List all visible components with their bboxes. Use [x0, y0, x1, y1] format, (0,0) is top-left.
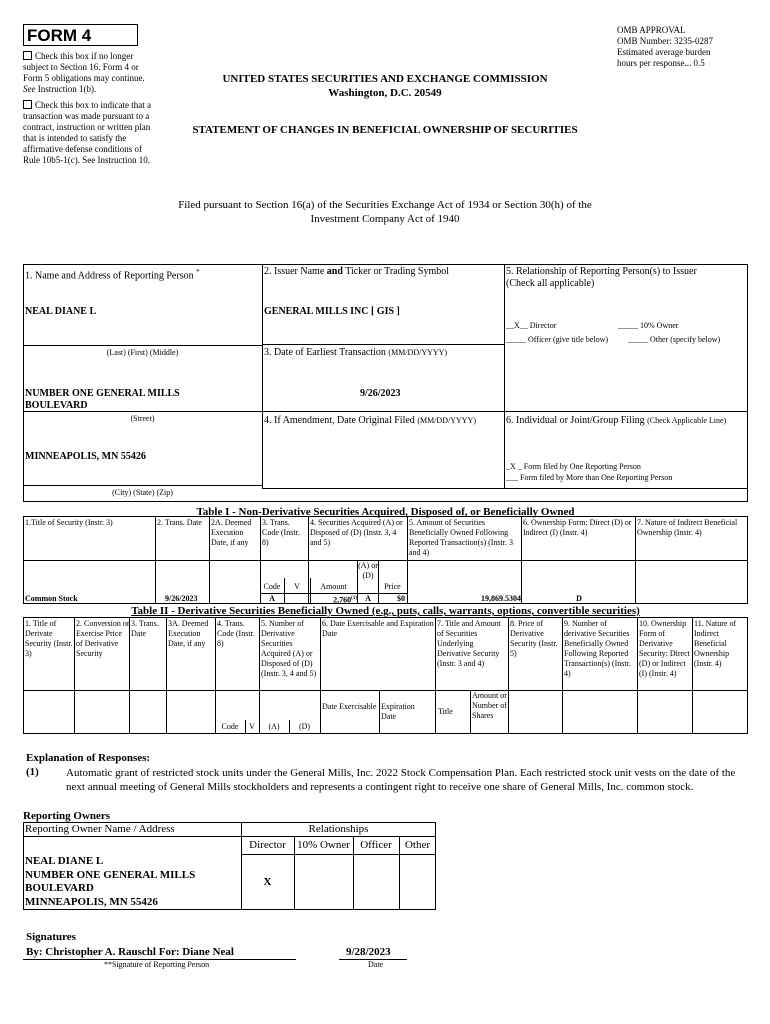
t2-h5: 5. Number of Derivative Securities Acquired (A) or Disposed of (D) (Instr. 3, 4 and 5) — [261, 619, 317, 678]
t1-h3: 3. Trans. Code (Instr. 8) — [262, 518, 300, 547]
box1-label: 1. Name and Address of Reporting Person * — [25, 268, 200, 282]
box2-label: 2. Issuer Name and Ticker or Trading Symbol — [264, 266, 450, 277]
t1-row-form: D — [576, 594, 582, 603]
agency-name: UNITED STATES SECURITIES AND EXCHANGE COMMISSION — [222, 73, 548, 85]
reporting-owners-title: Reporting Owners — [23, 810, 111, 822]
t1-sub-a-or-d: (A) or (D) — [358, 561, 378, 580]
earliest-transaction-date: 9/26/2023 — [360, 388, 401, 399]
t2-h4: 4. Trans. Code (Instr. 8) — [217, 619, 255, 648]
box4-label: 4. If Amendment, Date Original Filed (MM/DD/YYYY) — [264, 415, 476, 426]
city-sublabel: (City) (State) (Zip) — [112, 488, 173, 497]
t1-h2a: 2A. Deemed Execution Date, if any — [211, 518, 252, 547]
signature-by: By: Christopher A. Rauschl For: Diane Neal — [26, 946, 234, 958]
filed-pursuant-2: Investment Company Act of 1940 — [310, 213, 460, 225]
owner-name-address: NEAL DIANE L NUMBER ONE GENERAL MILLS BOULEVARD MINNEAPOLIS, MN 55426 — [25, 855, 196, 908]
filed-pursuant-1: Filed pursuant to Section 16(a) of the Securities Exchange Act of 1934 or Section 30(h) of the — [178, 199, 592, 211]
owner-director-mark: X — [263, 876, 272, 888]
t1-row-code: A — [269, 594, 275, 603]
t2-h7: 7. Title and Amount of Securities Underlying Derivative Security (Instr. 3 and 4) — [437, 619, 502, 668]
t1-h2: 2. Trans. Date — [157, 518, 202, 527]
t1-h5: 5. Amount of Securities Beneficially Owned Following Reported Transaction(s) (Instr. 3 and 4) — [409, 518, 513, 557]
t2-h6: 6. Date Exercisable and Expiration Date — [322, 619, 434, 638]
t1-h7: 7. Nature of Indirect Beneficial Ownership (Instr. 4) — [637, 518, 738, 537]
t2-sub-a: (A) — [268, 722, 280, 731]
filing-one-person[interactable]: _X _ Form filed by One Reporting Person — [506, 462, 641, 471]
explanation-number: (1) — [26, 766, 39, 778]
box5-label: 5. Relationship of Reporting Person(s) to Issuer (Check all applicable) — [506, 266, 697, 289]
t2-h10: 10. Ownership Form of Derivative Security: Direct (D) or Indirect (I) (Instr. 4) — [639, 619, 690, 678]
t1-row-amount: 2,760$^{(1)}$ — [333, 595, 357, 605]
box3-label: 3. Date of Earliest Transaction (MM/DD/YYYY) — [264, 347, 448, 358]
owners-col-other: Other — [404, 839, 431, 851]
checkbox-10b5-1[interactable]: Check this box to indicate that a transaction was made pursuant to a contract, instruction or written plan that is intended to satisfy the affirmative defense conditions of Rule 10b5-1(c). See Instruction 10. — [23, 100, 151, 165]
t2-h3: 3. Trans. Date — [131, 619, 159, 638]
t1-sub-v: V — [294, 582, 300, 591]
t2-h2: 2. Conversion or Exercise Price of Derivative Security — [76, 619, 130, 658]
t1-row-date: 9/26/2023 — [165, 594, 198, 603]
owners-col-name: Reporting Owner Name / Address — [25, 823, 175, 835]
t2-sub-amount: Amount or Number of Shares — [472, 691, 507, 720]
name-sublabel: (Last) (First) (Middle) — [106, 348, 179, 357]
owners-col-relationships: Relationships — [308, 823, 369, 835]
t1-h6: 6. Ownership Form: Direct (D) or Indirect (I) (Instr. 4) — [523, 518, 632, 537]
street-sublabel: (Street) — [130, 414, 155, 423]
form-title: FORM 4 — [27, 26, 92, 45]
checkbox-no-longer-subject[interactable]: Check this box if no longer subject to Section 16. Form 4 or Form 5 obligations may continue. See Instruction 1(b). — [23, 51, 145, 94]
t2-h8: 8. Price of Derivative Security (Instr. 5) — [510, 619, 558, 658]
t1-row-security: Common Stock — [25, 594, 78, 603]
form-title-box — [23, 24, 138, 46]
city-line: MINNEAPOLIS, MN 55426 — [25, 451, 146, 462]
signature-label: **Signature of Reporting Person — [104, 960, 210, 969]
t1-row-owned: 19,869.5304 — [481, 594, 521, 603]
issuer-name: GENERAL MILLS INC [ GIS ] — [264, 306, 400, 317]
owners-col-director: Director — [249, 839, 286, 851]
t1-row-a-or-d: A — [365, 594, 371, 603]
street-line-1: NUMBER ONE GENERAL MILLS — [25, 388, 180, 399]
t2-sub-date-exercisable: Date Exercisable — [322, 702, 377, 711]
street-line-2: BOULEVARD — [25, 400, 88, 411]
explanation-title: Explanation of Responses: — [26, 752, 151, 764]
signature-date-label: Date — [368, 960, 384, 969]
checkbox-icon[interactable] — [23, 51, 32, 60]
t1-sub-price: Price — [384, 582, 401, 591]
t1-h4: 4. Securities Acquired (A) or Disposed of (D) (Instr. 3, 4 and 5) — [310, 518, 403, 547]
owners-col-ten-percent: 10% Owner — [297, 839, 350, 851]
t1-sub-code: Code — [263, 582, 281, 591]
statement-title: STATEMENT OF CHANGES IN BENEFICIAL OWNERSHIP OF SECURITIES — [192, 124, 578, 136]
t2-sub-expiration: Expiration Date — [381, 702, 415, 721]
t1-sub-amount: Amount — [320, 582, 347, 591]
t2-sub-v: V — [249, 722, 255, 731]
t2-sub-title: Title — [438, 707, 453, 716]
signature-date: 9/28/2023 — [346, 946, 391, 958]
relationship-ten-percent[interactable]: _____ 10% Owner — [618, 321, 679, 330]
signatures-title: Signatures — [26, 931, 76, 943]
owners-col-officer: Officer — [360, 839, 392, 851]
agency-city: Washington, D.C. 20549 — [328, 87, 442, 99]
reporting-person-name: NEAL DIANE L — [25, 306, 97, 317]
t1-row-price: $0 — [397, 594, 405, 603]
t2-sub-d: (D) — [298, 722, 311, 731]
table2-title: Table II - Derivative Securities Beneficially Owned (e.g., puts, calls, warrants, options, convertible securities) — [131, 605, 640, 617]
t2-h1: 1. Title of Derivate Security (Instr. 3) — [25, 619, 73, 658]
t2-h9: 9. Number of derivative Securities Beneficially Owned Following Reported Transaction(s) (Instr. 4) — [564, 619, 631, 678]
relationship-director[interactable]: __X__ Director — [506, 321, 557, 330]
box6-label: 6. Individual or Joint/Group Filing (Check Applicable Line) — [506, 415, 727, 426]
explanation-text: Automatic grant of restricted stock units under the General Mills, Inc. 2022 Stock Compensation Plan. Each restricted stock unit vests on the date of the next annual meeting of General Mills stockholders and represents a contingent right to receive one share of General Mills, Inc. common stock. — [66, 767, 736, 793]
checkbox-icon[interactable] — [23, 100, 32, 109]
t2-h11: 11. Nature of Indirect Beneficial Ownership (Instr. 4) — [694, 619, 737, 668]
relationship-officer[interactable]: _____ Officer (give title below) — [506, 335, 609, 344]
t1-h1: 1.Title of Security (Instr. 3) — [25, 518, 113, 527]
filing-more-persons[interactable]: ___ Form filed by More than One Reporting Person — [506, 473, 673, 482]
t2-h3a: 3A. Deemed Execution Date, if any — [168, 619, 209, 648]
relationship-other[interactable]: _____ Other (specify below) — [628, 335, 721, 344]
omb-approval: OMB APPROVAL OMB Number: 3235-0287 Estimated average burden hours per response... 0.5 — [617, 25, 713, 68]
t2-sub-code: Code — [221, 722, 239, 731]
table1-title: Table I - Non-Derivative Securities Acquired, Disposed of, or Beneficially Owned — [196, 506, 575, 518]
